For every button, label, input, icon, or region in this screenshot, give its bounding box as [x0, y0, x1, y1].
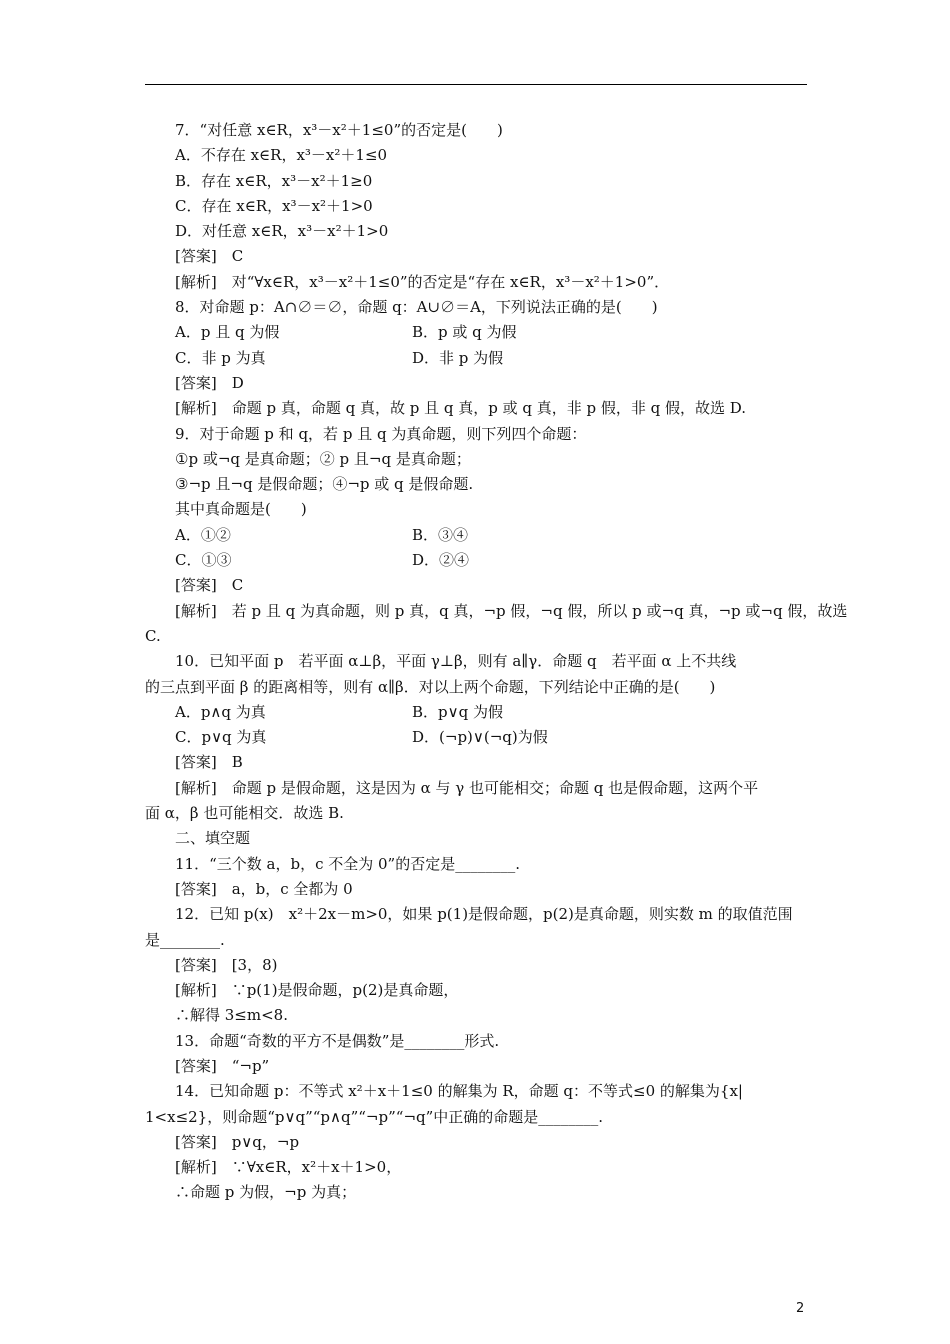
header-rule — [145, 84, 807, 85]
option-left: C．非 p 为真 — [175, 348, 266, 367]
text-line: [解析] ∵∀x∈R，x²＋x＋1>0， — [175, 1158, 402, 1177]
option-left: A．p∧q 为真 — [175, 702, 266, 721]
option-right: B．③④ — [412, 525, 469, 544]
option-right: D．非 p 为假 — [412, 348, 504, 367]
text-line: ∴命题 p 为假，¬p 为真； — [175, 1183, 357, 1202]
text-line: [解析] 命题 p 是假命题，这是因为 α 与 γ 也可能相交；命题 q 也是假命题，这两个平 — [175, 778, 759, 797]
text-line: [答案] “¬p” — [175, 1056, 270, 1075]
option-right: B．p 或 q 为假 — [412, 323, 517, 342]
page-number: 2 — [796, 1301, 805, 1316]
text-line: [答案] a，b，c 全都为 0 — [175, 879, 353, 898]
text-line: A．不存在 x∈R，x³－x²＋1≤0 — [175, 146, 388, 165]
text-line: 8．对命题 p：A∩∅＝∅，命题 q：A∪∅＝A，下列说法正确的是( ) — [175, 298, 658, 317]
text-line: 其中真命题是( ) — [175, 500, 307, 519]
text-line: 14．已知命题 p：不等式 x²＋x＋1≤0 的解集为 R，命题 q：不等式≤0 的解集为{x| — [175, 1082, 743, 1101]
text-line: 二、填空题 — [175, 829, 251, 848]
text-line: ∴解得 3≤m<8. — [175, 1006, 288, 1025]
text-line: [答案] p∨q，¬p — [175, 1132, 300, 1151]
text-line: B．存在 x∈R，x³－x²＋1≥0 — [175, 171, 373, 190]
text-line: 13．命题“奇数的平方不是偶数”是________形式. — [175, 1031, 500, 1050]
text-line: 是________. — [145, 930, 225, 949]
option-row — [145, 725, 807, 750]
option-left: A．p 且 q 为假 — [175, 323, 280, 342]
text-line: [解析] 若 p 且 q 为真命题，则 p 真，q 真，¬p 假，¬q 假，所以 p 或¬q 真，¬p 或¬q 假，故选 — [175, 601, 848, 620]
text-line: [答案] B — [175, 753, 243, 772]
option-left: A．①② — [175, 525, 231, 544]
text-line: C．存在 x∈R，x³－x²＋1>0 — [175, 196, 373, 215]
text-line: [答案] C — [175, 247, 244, 266]
text-line: D．对任意 x∈R，x³－x²＋1>0 — [175, 222, 389, 241]
option-left: C．①③ — [175, 551, 232, 570]
document-body — [145, 118, 848, 1206]
text-line: 9．对于命题 p 和 q，若 p 且 q 为真命题，则下列四个命题： — [175, 424, 587, 443]
text-line: C. — [145, 626, 161, 645]
option-right: D．②④ — [412, 551, 470, 570]
option-row — [145, 320, 807, 345]
text-line: [答案] C — [175, 576, 244, 595]
text-line: [答案] [3，8) — [175, 955, 278, 974]
text-line: [解析] ∵p(1)是假命题，p(2)是真命题， — [175, 981, 459, 1000]
option-row — [145, 548, 807, 573]
text-line: 面 α，β 也可能相交．故选 B. — [145, 804, 344, 823]
text-line: [答案] D — [175, 373, 244, 392]
text-line: 12．已知 p(x) x²＋2x－m>0，如果 p(1)是假命题，p(2)是真命题，则实数 m 的取值范围 — [175, 905, 793, 924]
text-line: ③¬p 且¬q 是假命题；④¬p 或 q 是假命题. — [175, 475, 474, 494]
option-right: D．(¬p)∨(¬q)为假 — [412, 728, 548, 747]
option-left: C．p∨q 为真 — [175, 728, 267, 747]
text-line: ①p 或¬q 是真命题；② p 且¬q 是真命题； — [175, 449, 471, 468]
text-line: 的三点到平面 β 的距离相等，则有 α∥β．对以上两个命题，下列结论中正确的是( ) — [145, 677, 716, 696]
option-row — [145, 700, 807, 725]
option-row — [145, 346, 807, 371]
text-line: 1<x≤2}，则命题“p∨q”“p∧q”“¬p”“¬q”中正确的命题是________. — [145, 1107, 604, 1126]
option-row — [145, 523, 807, 548]
text-line: [解析] 对“∀x∈R，x³－x²＋1≤0”的否定是“存在 x∈R，x³－x²＋1>0”． — [175, 272, 670, 291]
text-line: [解析] 命题 p 真，命题 q 真，故 p 且 q 真，p 或 q 真，非 p 假，非 q 假，故选 D. — [175, 399, 747, 418]
text-line: 7．“对任意 x∈R，x³－x²＋1≤0”的否定是( ) — [175, 121, 503, 139]
text-line: 10．已知平面 p 若平面 α⊥β，平面 γ⊥β，则有 a∥γ．命题 q 若平面 α 上不共线 — [175, 652, 737, 671]
option-right: B．p∨q 为假 — [412, 702, 503, 721]
text-line: 11．“三个数 a，b，c 不全为 0”的否定是________. — [175, 854, 520, 873]
